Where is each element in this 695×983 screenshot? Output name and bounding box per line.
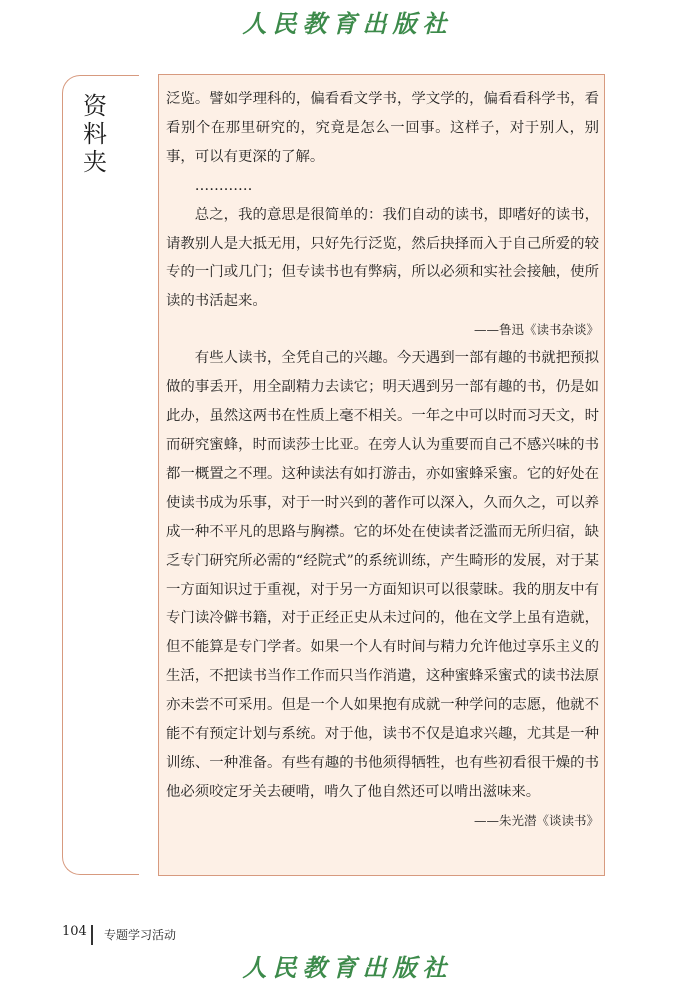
page-number: 104 [62, 924, 87, 939]
paragraph: 泛览。譬如学理科的，偏看看文学书，学文学的，偏看看科学书，看看别个在那里研究的，究竟是怎么一回事。这样子，对于别人，别事，可以有更深的了解。 [166, 91, 599, 165]
section-label: 专题学习活动 [104, 928, 177, 942]
reading-content [166, 85, 599, 835]
attribution-luxun: ——鲁迅《读书杂谈》 [473, 322, 599, 338]
sidebar-char: 料 [83, 120, 107, 148]
sidebar-char: 资 [83, 92, 107, 120]
ellipsis-line: ………… [194, 177, 253, 194]
sidebar-title [80, 92, 110, 176]
publisher-logo-bottom: 人民教育出版社 [242, 953, 453, 982]
sidebar-tab [62, 75, 139, 875]
sidebar-char: 夹 [83, 148, 107, 176]
publisher-logo-top: 人民教育出版社 [242, 9, 453, 38]
paragraph: 总之，我的意思是很简单的：我们自动的读书，即嗜好的读书，请教别人是大抵无用，只好先行泛览，然后抉择而入于自己所爱的较专的一门或几门；但专读书也有弊病，所以必须和实社会接触，使所读的书活起来。 [166, 206, 599, 310]
paragraph: 有些人读书，全凭自己的兴趣。今天遇到一部有趣的书就把预拟做的事丢开，用全副精力去读它；明天遇到另一部有趣的书，仍是如此办，虽然这两书在性质上毫不相关。一年之中可以时而习天文，时而研究蜜蜂，时而读莎士比亚。在旁人认为重要而自己不感兴味的书都一概置之不理。这种读法有如打游击，亦如蜜蜂采蜜。它的好处在使读书成为乐事，对于一时兴到的著作可以深入，久而久之，可以养成一种不平凡的思路与胸襟。它的坏处在使读者泛滥而无所归宿，缺乏专门研究所必需的“经院式”的系统训练，产生畸形的发展，对于某一方面知识过于重视，对于另一方面知识可以很蒙昧。我的朋友中有专门读冷僻书籍，对于正经正史从未过问的，他在文学上虽有造就，但不能算是专门学者。如果一个人有时间与精力允许他过享乐主义的生活，不把读书当作工作而只当作消遣，这种蜜蜂采蜜式的读书法原亦未尝不可采用。但是一个人如果抱有成就一种学问的志愿，他就不能不有预定计划与系统。对于他，读书不仅是追求兴趣，尤其是一种训练、一种准备。有些有趣的书他须得牺牲，也有些初看很干燥的书他必须咬定牙关去硬啃，啃久了他自然还可以啃出滋味来。 [166, 350, 599, 800]
attribution-zhuguangqian: ——朱光潜《谈读书》 [473, 812, 599, 828]
footer-divider [91, 925, 93, 945]
